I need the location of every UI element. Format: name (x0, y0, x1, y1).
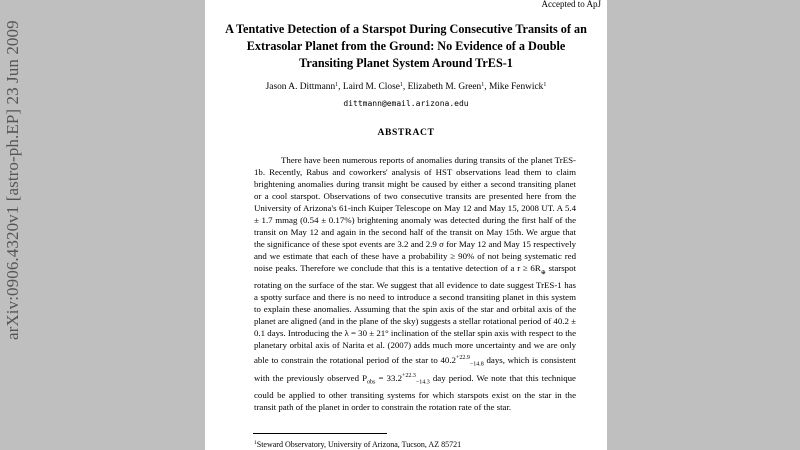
acceptance-note: Accepted to ApJ (541, 0, 601, 9)
footnote-divider (253, 433, 387, 434)
author-name: Jason A. Dittmann (265, 82, 336, 92)
abstract-heading: ABSTRACT (377, 127, 435, 138)
affiliation-mark: 1 (399, 82, 403, 88)
contact-email[interactable]: dittmann@email.arizona.edu (343, 99, 469, 108)
footnote: $^1$Steward Observatory, University of Arizona, Tucson, AZ 85721 (254, 440, 462, 449)
paper-page (205, 0, 607, 450)
affiliation-mark: 1 (481, 82, 485, 88)
affiliation-mark: 1 (543, 82, 547, 88)
abstract-text: There have been numerous reports of anomalies during transits of the planet TrES-1b. Recently, Rabus and coworkers' analysis of HST observations lead them to claim brightening anomalies during transit might be caused by either a second transiting planet or a cool starspot. Observations of two consecutive transits are presented here from the University of Arizona's 61-inch Kuiper Telescope on May 12 and May 15, 2008 UT. A 5.4 ± 1.7 mmag (0.54 ± 0.17%) brightening anomaly was detected during the first half of the transit on May 12 and again in the second half of the transit on May 15th. We argue that the significance of these spot events are 3.2 and 2.9 σ for May 12 and May 15 respectively and we estimate that each of these have a probability ≥ 90% of not being systematic red noise peaks. Therefore we conclude that this is a tentative detection of a $r \ge 6R_\oplus$ starspot rotating on the surface of the star. We suggest that all evidence to date suggest TrES-1 has a spotty surface and there is no need to introduce a second transiting planet in this system to explain these anomalies. Assuming that the spin axis of the star and orbital axis of the planet are aligned (and in the plane of the sky) suggests a stellar rotational period of 40.2 ± 0.1 days. Introducing the λ = 30 ± 21° inclination of the stellar spin axis with respect to the planetary orbital axis of Narita et al. (2007) adds much more uncertainty and we are only able to constrain the rotational period of the star to $40.2^{+22.9}_{-14.8}$ days, which is consistent with the previously observed $P_{obs} = 33.2^{+22.3}_{-14.3}$ day period. We note that this technique could be applied to other transiting systems for which starspots exist on the star in the transit path of the planet in order to constrain the rotation rate of the star. (254, 155, 576, 413)
author-name: Mike Fenwick (488, 82, 544, 92)
affiliation-mark: 1 (335, 82, 339, 88)
arxiv-identifier-stamp: arXiv:0906.4320v1 [astro-ph.EP] 23 Jun 2009 (3, 20, 22, 340)
author-name: Elizabeth M. Green (407, 82, 482, 92)
author-list: Jason A. Dittmann$^1$, Laird M. Close$^1$, Elizabeth M. Green$^1$, Mike Fenwick$^1$ (265, 82, 547, 92)
paper-title: A Tentative Detection of a Starspot During Consecutive Transits of an Extrasolar Planet from the Ground: No Evidence of a Double Transiting Planet System Around TrES-1 (225, 22, 587, 70)
author-name: Laird M. Close (342, 82, 400, 92)
